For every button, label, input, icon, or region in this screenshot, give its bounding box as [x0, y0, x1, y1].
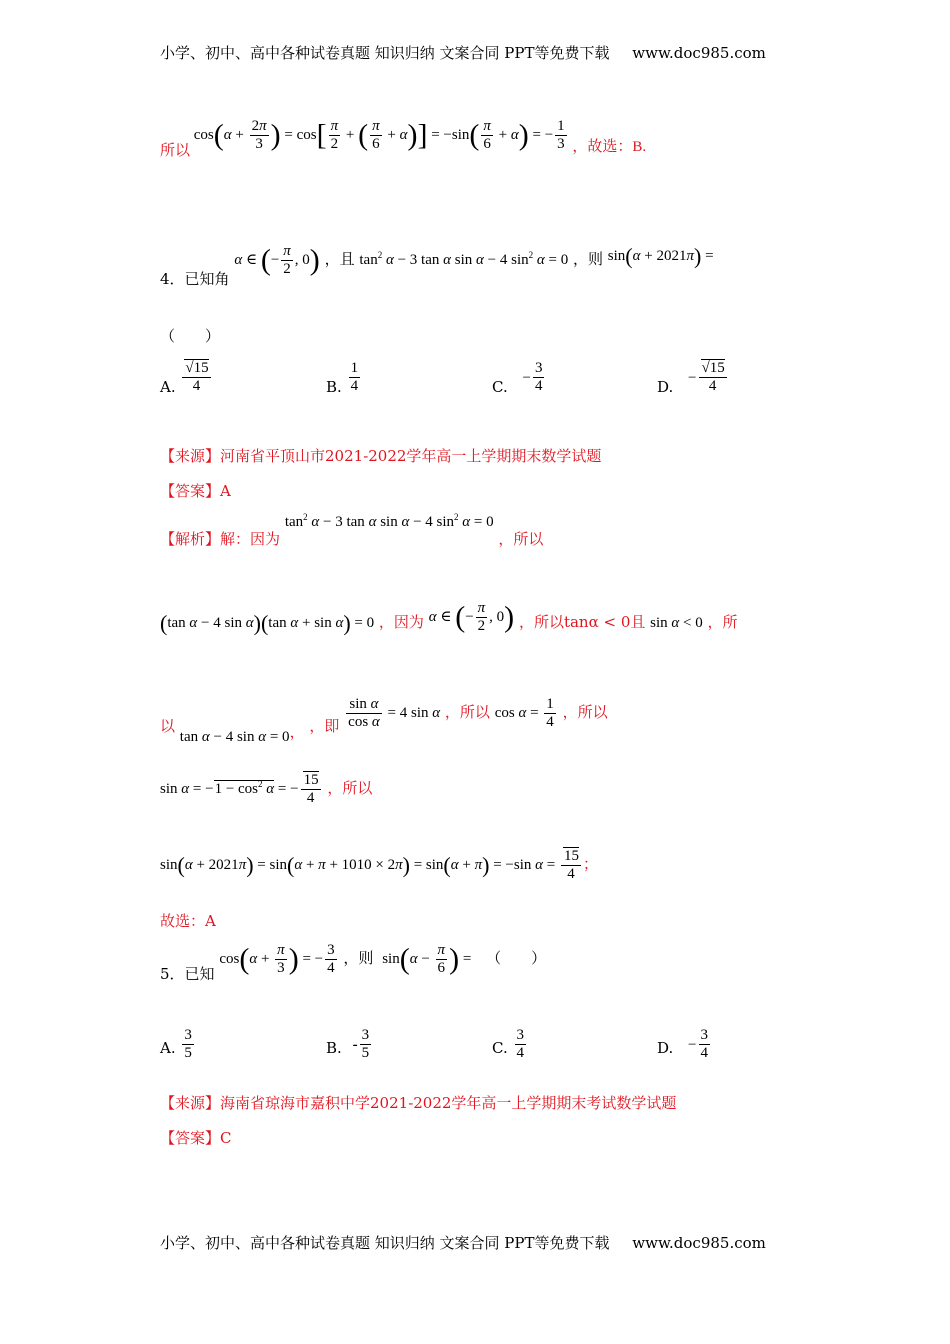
- option-value: [699, 1027, 711, 1063]
- option-letter: D.: [657, 1038, 674, 1057]
- question-5-stem: [160, 942, 547, 984]
- denominator: 4: [708, 378, 717, 395]
- option-letter: A.: [160, 1038, 176, 1057]
- option-sign: −: [688, 1036, 697, 1053]
- analysis-line-1: [160, 510, 544, 548]
- denominator: 4: [534, 378, 543, 395]
- source-text: 河南省平顶山市2021-2022学年高一上学期期末数学试题: [220, 447, 602, 465]
- alpha-range: α ∈ (− $\frac{\pi}{2}$ , 0): [234, 243, 320, 278]
- answer-tag: 【答案】: [160, 1129, 221, 1147]
- denominator: 5: [361, 1045, 370, 1062]
- analysis-line-5: [160, 848, 598, 884]
- connector: ，: [289, 723, 305, 742]
- option-d[interactable]: [657, 1027, 712, 1063]
- frac: $\frac{1}{3}$: [557, 118, 565, 153]
- source-text: 海南省琼海市嘉积中学2021-2022学年高一上学期期末考试数学试题: [220, 1094, 677, 1112]
- option-value: [360, 1027, 372, 1063]
- equation: $\tan^2 \alpha - 3$ tan α sin α − 4 $\sin^2 \alpha = 0$: [284, 512, 494, 530]
- question-4-stem: [160, 243, 714, 289]
- option-a[interactable]: [160, 1027, 196, 1063]
- frac: $\frac{\text{sin α}}{\text{cos α}}$: [348, 696, 380, 731]
- numerator: 3: [515, 1027, 527, 1045]
- numerator: 1: [349, 360, 361, 378]
- option-value: [182, 360, 210, 396]
- option-b[interactable]: [326, 360, 362, 396]
- connector: ，所以: [498, 530, 544, 548]
- header-link[interactable]: www.doc985.com: [632, 44, 766, 62]
- condition-equation: cos(α + $\frac{\pi}{3}$ ) = − $\frac{3}{4}$: [219, 942, 335, 977]
- alpha-range: α ∈ (− $\frac{\pi}{2}$ , 0): [428, 600, 515, 635]
- frac: $\frac{15}{4}$: [561, 848, 581, 884]
- option-a[interactable]: [160, 360, 213, 396]
- question-5-source: [160, 1092, 676, 1113]
- connector: ，即: [309, 717, 340, 736]
- option-sign: -: [352, 1036, 358, 1053]
- numerator: 3: [360, 1027, 372, 1045]
- option-value: [349, 360, 361, 396]
- option-sign: −: [688, 369, 697, 386]
- numerator: 3: [182, 1027, 194, 1045]
- frac: $\frac{\pi}{6}$: [437, 942, 446, 977]
- connector: 以: [160, 717, 176, 736]
- denominator: 4: [350, 378, 359, 395]
- separator: ，则: [343, 949, 374, 968]
- question-number: 4．已知角: [160, 270, 230, 289]
- option-letter: C.: [492, 377, 508, 396]
- numerator: 3: [533, 360, 545, 378]
- denominator: 4: [700, 1045, 709, 1062]
- prev-formula: cos(α + $\frac{2\pi}{3}$ ) = cos[ $\frac{\pi}{2}$ + ( $\frac{\pi}{6}$ + α)] = −sin( $\frac{\pi}{6}$ + α) = − $\frac{1}{3}$: [193, 118, 565, 153]
- frac: $\frac{15}{4}$: [301, 772, 321, 808]
- numerator: √15: [185, 360, 209, 376]
- answer-value: C: [220, 1129, 232, 1147]
- equation: $\sin \alpha = -1 - \cos^2 \alpha$ = − $\frac{15}{4}$: [160, 772, 319, 807]
- option-letter: C.: [492, 1038, 508, 1057]
- numerator: 3: [699, 1027, 711, 1045]
- question-number: 5．已知: [160, 965, 215, 984]
- analysis-line-3: [160, 696, 608, 746]
- option-c[interactable]: [492, 360, 546, 396]
- page-header: [160, 42, 766, 63]
- option-value: [533, 360, 545, 396]
- question-4-source: [160, 445, 601, 466]
- target-expression: sin(α + 2021π) =: [607, 243, 714, 269]
- frac: $\frac{\pi}{6}$: [372, 118, 380, 153]
- analysis-intro: 解：因为: [220, 530, 281, 548]
- connector: ，因为: [378, 613, 424, 632]
- question-5-answer: [160, 1127, 232, 1148]
- frac: $\frac{3}{4}$: [327, 942, 335, 977]
- option-value: [515, 1027, 527, 1063]
- frac: $\frac{\pi}{6}$: [483, 118, 491, 153]
- denominator: 4: [192, 378, 201, 395]
- analysis-line-2: [160, 600, 738, 636]
- frac: $\frac{\pi}{2}$: [477, 600, 486, 635]
- option-letter: D.: [657, 377, 674, 396]
- footer-text: 小学、初中、高中各种试卷真题 知识归纳 文案合同 PPT等免费下载: [160, 1234, 610, 1252]
- equation: sin(α + 2021π) = sin(α + π + 1010 × 2π) = sin(α + π) = −sin α = $\frac{15}{4}$: [160, 848, 579, 883]
- analysis-tag: 【解析】: [160, 530, 221, 548]
- header-text: 小学、初中、高中各种试卷真题 知识归纳 文案合同 PPT等免费下载: [160, 44, 610, 62]
- numerator: √15: [701, 360, 725, 376]
- answer-value: A: [220, 482, 231, 500]
- question-4-final: 故选：A: [160, 912, 216, 930]
- answer-paren: （ ）: [486, 949, 547, 968]
- condition-equation: $\tan^2 \alpha - 3$ tan α sin α − 4 $\sin^2 \alpha = 0$: [359, 250, 569, 269]
- suoyi-label: 所以: [160, 143, 191, 160]
- target-expression: sin(α − $\frac{\pi}{6}$ ) =: [382, 942, 472, 977]
- page-footer: [160, 1232, 766, 1253]
- option-value: [182, 1027, 194, 1063]
- analysis-line-4: [160, 772, 372, 808]
- footer-link[interactable]: www.doc985.com: [632, 1234, 766, 1252]
- connector: ，所以: [562, 703, 608, 722]
- option-d[interactable]: [657, 360, 729, 396]
- connector: ，所以tanα < 0且: [518, 613, 646, 632]
- connector: ；: [582, 855, 598, 874]
- option-letter: A.: [160, 377, 176, 396]
- source-tag: 【来源】: [160, 1094, 221, 1112]
- equation: tan α − 4 sin α = 0: [179, 729, 290, 746]
- option-value: [699, 360, 727, 396]
- frac: $\frac{1}{4}$: [546, 696, 554, 731]
- connector: ，所: [707, 613, 738, 632]
- connector: ，所以: [444, 703, 490, 722]
- prev-choice: ，故选：B.: [572, 139, 647, 156]
- frac: $\frac{\pi}{3}$: [277, 942, 285, 977]
- option-c[interactable]: [492, 1027, 528, 1063]
- denominator: 5: [184, 1045, 192, 1062]
- frac: $\frac{2\pi}{3}$: [251, 118, 267, 153]
- equation: cos α = $\frac{1}{4}$: [494, 696, 554, 731]
- prev-solution-line: [160, 118, 647, 160]
- equation: $\frac{\text{sin α}}{\text{cos α}}$ = 4 sin α: [348, 696, 441, 731]
- option-letter: B.: [326, 377, 342, 396]
- source-tag: 【来源】: [160, 447, 221, 465]
- answer-tag: 【答案】: [160, 482, 221, 500]
- question-4-paren: （ ）: [160, 327, 221, 345]
- factored-equation: (tan α − 4 sin α)(tan α + sin α) = 0: [160, 610, 375, 636]
- inequality: sin α < 0: [650, 615, 703, 632]
- option-sign: −: [522, 369, 531, 386]
- question-4-answer: [160, 480, 231, 501]
- frac: $\frac{\pi}{2}$: [330, 118, 339, 153]
- connector: ，所以: [327, 779, 373, 798]
- denominator: 4: [516, 1045, 524, 1062]
- option-b[interactable]: [326, 1027, 373, 1063]
- option-letter: B.: [326, 1038, 342, 1057]
- frac: $\frac{\pi}{2}$: [283, 243, 291, 278]
- separator: ，且: [324, 250, 355, 269]
- separator: ，则: [572, 250, 603, 269]
